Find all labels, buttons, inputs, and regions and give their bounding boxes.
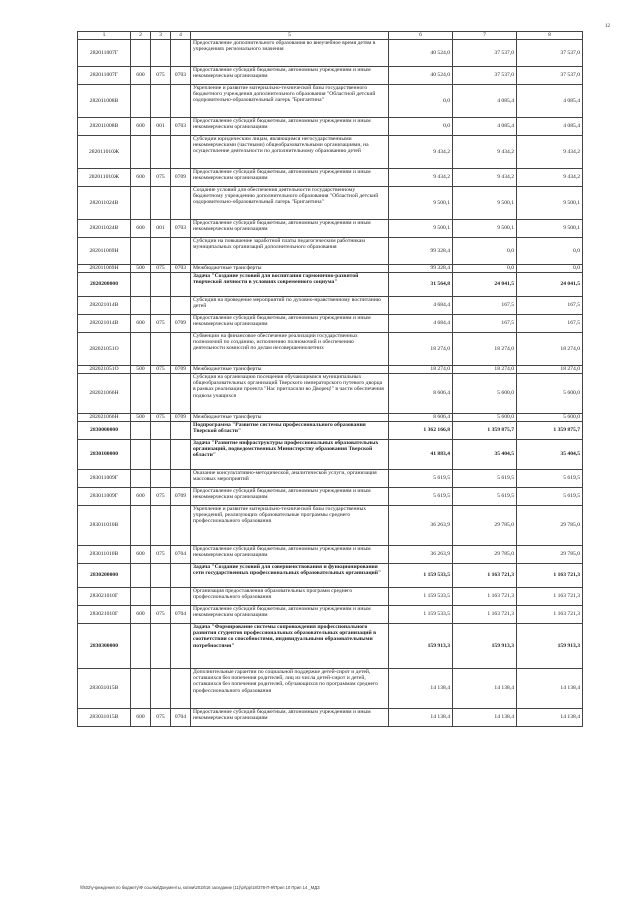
row-section-code <box>171 422 191 440</box>
row-code: 282011008В <box>78 85 131 118</box>
row-description: Предоставление субсидий бюджетным, автономным учреждениям и иным некоммерческим организациям <box>191 67 389 85</box>
row-code: 282011024В <box>78 220 131 238</box>
row-section-code <box>171 238 191 265</box>
row-expense-type <box>131 187 151 220</box>
page-number: 12 <box>605 24 610 29</box>
table-row <box>78 273 583 297</box>
row-value-2: 9 434,2 <box>453 136 517 169</box>
row-value-2: 24 041,5 <box>453 273 517 297</box>
table-row <box>78 220 583 238</box>
header-cell-5: 5 <box>191 32 389 40</box>
row-description: Субсидии на повышение заработной платы педагогическим работникам муниципальных организаций дополнительного образования <box>191 238 389 265</box>
row-section-code: 0709 <box>171 488 191 506</box>
header-cell-8: 8 <box>517 32 583 40</box>
row-value-1: 5 619,5 <box>389 488 453 506</box>
row-value-1: 8 606,4 <box>389 374 453 414</box>
row-value-3: 4 085,4 <box>517 85 583 118</box>
row-value-1: 1 362 166,8 <box>389 422 453 440</box>
row-admin-code: 075 <box>151 169 171 187</box>
table-row <box>78 564 583 588</box>
row-expense-type <box>131 422 151 440</box>
table-row <box>78 606 583 624</box>
row-description: Подпрограмма "Развитие системы профессионального образования Тверской области" <box>191 422 389 440</box>
row-section-code: 0709 <box>171 366 191 374</box>
row-value-1: 4 684,4 <box>389 297 453 315</box>
row-description: Субвенции на финансовое обеспечение реализации государственных полномочий по созданию, исполнению полномочий и обеспечению деятельности комиссий по делам несовершеннолетних <box>191 333 389 366</box>
table-row <box>78 297 583 315</box>
header-row <box>78 32 583 40</box>
row-admin-code <box>151 136 171 169</box>
row-section-code: 0703 <box>171 265 191 273</box>
row-expense-type: 600 <box>131 606 151 624</box>
row-value-3: 18 274,0 <box>517 333 583 366</box>
row-code: 282021051О <box>78 366 131 374</box>
row-value-3: 18 274,0 <box>517 366 583 374</box>
row-expense-type: 500 <box>131 366 151 374</box>
row-admin-code: 075 <box>151 709 171 727</box>
row-expense-type <box>131 333 151 366</box>
row-admin-code <box>151 40 171 67</box>
row-value-3: 35 404,5 <box>517 440 583 470</box>
row-admin-code <box>151 422 171 440</box>
row-section-code: 0704 <box>171 606 191 624</box>
row-value-2: 29 785,0 <box>453 546 517 564</box>
row-code: 282011010Ж <box>78 169 131 187</box>
row-value-1: 9 500,1 <box>389 187 453 220</box>
row-value-2: 1 359 875,7 <box>453 422 517 440</box>
table-row <box>78 118 583 136</box>
table-row <box>78 669 583 709</box>
row-expense-type <box>131 506 151 546</box>
row-code: 2830000000 <box>78 422 131 440</box>
row-code: 283031015В <box>78 669 131 709</box>
row-value-1: 14 138,4 <box>389 669 453 709</box>
row-value-3: 14 138,4 <box>517 669 583 709</box>
row-value-2: 167,5 <box>453 297 517 315</box>
row-value-3: 1 359 875,7 <box>517 422 583 440</box>
row-section-code <box>171 374 191 414</box>
row-value-2: 37 537,0 <box>453 40 517 67</box>
row-admin-code: 001 <box>151 220 171 238</box>
row-expense-type <box>131 470 151 488</box>
row-code: 283021010Г <box>78 588 131 606</box>
row-code: 2830200000 <box>78 564 131 588</box>
table-row <box>78 366 583 374</box>
row-code: 282011007Г <box>78 67 131 85</box>
row-value-3: 29 785,0 <box>517 506 583 546</box>
budget-table <box>77 31 583 727</box>
row-section-code <box>171 85 191 118</box>
row-description: Предоставление субсидий бюджетным, автономным учреждениям и иным некоммерческим организациям <box>191 220 389 238</box>
row-admin-code <box>151 333 171 366</box>
footer-file-path: \\fs02\учреждения по бюджету\Ф ссылки\Документы, копии\2018\16 заседание (11)\pr\pp\18\378-П-9\Прил 10 Прил 14 _МДЗ <box>80 885 320 890</box>
row-description: Задача "Создание условий для совершенствования и функционирования сети государственных профессиональных образовательных организаций" <box>191 564 389 588</box>
row-description: Предоставление субсидий бюджетным, автономным учреждениям и иным некоммерческим организациям <box>191 709 389 727</box>
row-value-1: 0,0 <box>389 118 453 136</box>
row-section-code <box>171 187 191 220</box>
row-expense-type: 600 <box>131 118 151 136</box>
row-section-code <box>171 588 191 606</box>
row-section-code: 0703 <box>171 67 191 85</box>
row-value-2: 5 619,5 <box>453 470 517 488</box>
row-value-3: 9 500,1 <box>517 187 583 220</box>
row-value-3: 37 537,0 <box>517 40 583 67</box>
row-admin-code <box>151 564 171 588</box>
table-row <box>78 588 583 606</box>
row-admin-code: 075 <box>151 366 171 374</box>
row-value-3: 159 913,3 <box>517 624 583 669</box>
table-row <box>78 414 583 422</box>
row-value-2: 0,0 <box>453 265 517 273</box>
row-code: 282021051О <box>78 333 131 366</box>
row-code: 282021014В <box>78 315 131 333</box>
row-value-1: 9 434,2 <box>389 136 453 169</box>
row-section-code: 0703 <box>171 118 191 136</box>
row-description: Предоставление субсидий бюджетным, автономным учреждениям и иным некоммерческим организациям <box>191 315 389 333</box>
row-admin-code: 075 <box>151 488 171 506</box>
row-description: Предоставление субсидий бюджетным, автономным учреждениям и иным некоммерческим организациям <box>191 606 389 624</box>
row-description: Межбюджетные трансферты <box>191 265 389 273</box>
row-value-3: 1 163 721,3 <box>517 606 583 624</box>
row-admin-code <box>151 588 171 606</box>
table-row <box>78 187 583 220</box>
row-value-3: 5 619,5 <box>517 488 583 506</box>
header-cell-6: 6 <box>389 32 453 40</box>
row-value-1: 1 159 533,5 <box>389 606 453 624</box>
row-section-code: 0709 <box>171 315 191 333</box>
row-value-2: 1 163 721,3 <box>453 588 517 606</box>
row-value-1: 31 564,8 <box>389 273 453 297</box>
row-value-2: 0,0 <box>453 238 517 265</box>
row-value-3: 167,5 <box>517 315 583 333</box>
row-admin-code: 075 <box>151 414 171 422</box>
row-admin-code <box>151 273 171 297</box>
row-admin-code <box>151 470 171 488</box>
row-value-3: 9 434,2 <box>517 169 583 187</box>
row-value-3: 24 041,5 <box>517 273 583 297</box>
row-value-2: 5 600,0 <box>453 374 517 414</box>
row-value-2: 9 500,1 <box>453 220 517 238</box>
row-value-3: 9 434,2 <box>517 136 583 169</box>
row-value-1: 18 274,0 <box>389 366 453 374</box>
row-section-code: 0704 <box>171 546 191 564</box>
table-row <box>78 440 583 470</box>
header-cell-3: 3 <box>151 32 171 40</box>
row-admin-code: 075 <box>151 606 171 624</box>
row-description: Предоставление субсидий бюджетным, автономным учреждениям и иным некоммерческим организациям <box>191 488 389 506</box>
row-section-code <box>171 624 191 669</box>
row-value-1: 1 159 533,5 <box>389 564 453 588</box>
row-expense-type: 500 <box>131 414 151 422</box>
row-description: Укрепление и развитие материально-технической базы государственного бюджетного учреждения дополнительного образования "Областной детский оздоровительно-образовательный лагерь "Бригантина" <box>191 85 389 118</box>
row-value-3: 5 600,0 <box>517 374 583 414</box>
row-section-code <box>171 669 191 709</box>
row-value-1: 0,0 <box>389 85 453 118</box>
row-value-2: 35 404,5 <box>453 440 517 470</box>
row-value-3: 1 163 721,3 <box>517 588 583 606</box>
row-code: 282011010Ж <box>78 136 131 169</box>
row-description: Задача "Формирование системы сопровождения профессионального развития студентов профессиональных образовательных организаций в соответствии со способностями, индивидуальными образовательными потребностями" <box>191 624 389 669</box>
table-row <box>78 506 583 546</box>
table-row <box>78 85 583 118</box>
row-value-3: 9 500,1 <box>517 220 583 238</box>
row-value-1: 36 263,9 <box>389 506 453 546</box>
row-admin-code <box>151 506 171 546</box>
row-expense-type: 600 <box>131 709 151 727</box>
row-description: Субсидия на проведение мероприятий по духовно-нравственному воспитанию детей <box>191 297 389 315</box>
header-cell-4: 4 <box>171 32 191 40</box>
row-value-3: 167,5 <box>517 297 583 315</box>
row-expense-type: 600 <box>131 67 151 85</box>
row-value-1: 159 913,3 <box>389 624 453 669</box>
row-code: 282011007Г <box>78 40 131 67</box>
row-expense-type <box>131 374 151 414</box>
header-cell-2: 2 <box>131 32 151 40</box>
row-value-1: 14 138,4 <box>389 709 453 727</box>
table-row <box>78 40 583 67</box>
row-value-2: 1 163 721,3 <box>453 564 517 588</box>
table-row <box>78 470 583 488</box>
row-section-code <box>171 333 191 366</box>
row-section-code <box>171 273 191 297</box>
row-expense-type <box>131 136 151 169</box>
row-value-1: 9 500,1 <box>389 220 453 238</box>
row-description: Предоставление субсидий бюджетным, автономным учреждениям и иным некоммерческим организациям <box>191 546 389 564</box>
row-code: 282011069Н <box>78 238 131 265</box>
row-code: 282021066Н <box>78 374 131 414</box>
row-admin-code: 075 <box>151 265 171 273</box>
row-description: Предоставление дополнительного образования во внеучебное время детям в учреждениях регионального значения <box>191 40 389 67</box>
row-expense-type <box>131 588 151 606</box>
row-value-2: 5 619,5 <box>453 488 517 506</box>
row-code: 282021014В <box>78 297 131 315</box>
row-admin-code <box>151 187 171 220</box>
row-section-code <box>171 440 191 470</box>
row-description: Создание условий для обеспечения деятельности государственному бюджетному учреждению дополнительного образования "Областной детский оздоровительно-образовательный лагерь "Бригантина" <box>191 187 389 220</box>
row-value-3: 0,0 <box>517 238 583 265</box>
row-value-1: 5 619,5 <box>389 470 453 488</box>
row-code: 282011008В <box>78 118 131 136</box>
row-admin-code: 075 <box>151 315 171 333</box>
table-row <box>78 709 583 727</box>
table-row <box>78 136 583 169</box>
row-description: Межбюджетные трансферты <box>191 366 389 374</box>
row-value-1: 4 684,4 <box>389 315 453 333</box>
row-section-code: 0703 <box>171 220 191 238</box>
row-value-3: 14 138,4 <box>517 709 583 727</box>
row-expense-type <box>131 273 151 297</box>
row-value-2: 18 274,0 <box>453 366 517 374</box>
row-value-2: 29 785,0 <box>453 506 517 546</box>
row-description: Дополнительные гарантии по социальной поддержке детей-сирот и детей, оставшихся без попечения родителей, лиц из числа детей-сирот и детей, оставшихся без попечения родителей, обучающихся по программам среднего профессионального образования <box>191 669 389 709</box>
row-value-2: 1 163 721,3 <box>453 606 517 624</box>
row-admin-code <box>151 374 171 414</box>
header-cell-1: 1 <box>78 32 131 40</box>
row-value-1: 99 328,4 <box>389 238 453 265</box>
row-value-2: 14 138,4 <box>453 669 517 709</box>
row-description: Оказание консультативно-методической, аналитической услуги, организация массовых мероприятий <box>191 470 389 488</box>
row-value-2: 18 274,0 <box>453 333 517 366</box>
row-expense-type <box>131 624 151 669</box>
row-section-code: 0709 <box>171 169 191 187</box>
row-description: Предоставление субсидий бюджетным, автономным учреждениям и иным некоммерческим организациям <box>191 118 389 136</box>
row-expense-type <box>131 669 151 709</box>
row-expense-type <box>131 40 151 67</box>
row-code: 282011069Н <box>78 265 131 273</box>
row-value-1: 9 434,2 <box>389 169 453 187</box>
row-code: 283011010В <box>78 546 131 564</box>
row-section-code <box>171 136 191 169</box>
row-expense-type: 600 <box>131 488 151 506</box>
row-value-3: 5 619,5 <box>517 470 583 488</box>
row-expense-type: 600 <box>131 315 151 333</box>
row-code: 282021066Н <box>78 414 131 422</box>
row-expense-type: 600 <box>131 220 151 238</box>
row-value-2: 9 434,2 <box>453 169 517 187</box>
table-row <box>78 265 583 273</box>
row-description: Предоставление субсидий бюджетным, автономным учреждениям и иным некоммерческим организациям <box>191 169 389 187</box>
row-value-1: 40 524,0 <box>389 40 453 67</box>
row-code: 283011010В <box>78 506 131 546</box>
row-description: Задача "Развитие инфраструктуры профессиональных образовательных организаций, подведомственных Министерству образования Тверской области" <box>191 440 389 470</box>
table-row <box>78 374 583 414</box>
row-value-3: 37 537,0 <box>517 67 583 85</box>
table-row <box>78 624 583 669</box>
row-value-1: 1 159 533,5 <box>389 588 453 606</box>
row-code: 283021010Г <box>78 606 131 624</box>
row-value-1: 18 274,0 <box>389 333 453 366</box>
row-value-2: 159 913,3 <box>453 624 517 669</box>
row-admin-code <box>151 624 171 669</box>
row-section-code <box>171 506 191 546</box>
row-value-3: 29 785,0 <box>517 546 583 564</box>
table-row <box>78 422 583 440</box>
row-admin-code <box>151 297 171 315</box>
row-value-1: 41 883,4 <box>389 440 453 470</box>
row-code: 282011024В <box>78 187 131 220</box>
row-section-code <box>171 40 191 67</box>
row-section-code <box>171 470 191 488</box>
row-description: Субсидии юридическим лицам, являющимся негосударственными некоммерческими (частными) общеобразовательными организациями, на осуществление деятельности по дополнительному образованию детей <box>191 136 389 169</box>
row-section-code <box>171 564 191 588</box>
row-value-3: 0,0 <box>517 265 583 273</box>
row-value-2: 37 537,0 <box>453 67 517 85</box>
row-code: 283011009Г <box>78 470 131 488</box>
row-description: Субсидия на организацию посещения обучающимися муниципальных общеобразовательных организаций Тверского императорского путевого дворца в рамках реализации проекта "Нас пригласили во Дворец!" в части обеспечения подвоза учащихся <box>191 374 389 414</box>
row-code: 2830100000 <box>78 440 131 470</box>
table-row <box>78 546 583 564</box>
row-expense-type <box>131 85 151 118</box>
row-admin-code <box>151 440 171 470</box>
table-row <box>78 315 583 333</box>
table-row <box>78 238 583 265</box>
table-row <box>78 67 583 85</box>
row-value-1: 99 328,4 <box>389 265 453 273</box>
row-value-2: 14 138,4 <box>453 709 517 727</box>
row-admin-code: 075 <box>151 67 171 85</box>
row-expense-type <box>131 238 151 265</box>
row-section-code <box>171 297 191 315</box>
row-value-1: 8 606,4 <box>389 414 453 422</box>
row-expense-type: 600 <box>131 546 151 564</box>
table-row <box>78 169 583 187</box>
row-code: 2820200000 <box>78 273 131 297</box>
row-description: Межбюджетные трансферты <box>191 414 389 422</box>
row-value-2: 167,5 <box>453 315 517 333</box>
row-value-2: 4 085,4 <box>453 118 517 136</box>
row-description: Укрепление и развитие материально-технической базы государственных учреждений, реализующих образовательные программы среднего профессионального образования <box>191 506 389 546</box>
row-expense-type <box>131 564 151 588</box>
row-value-2: 4 085,4 <box>453 85 517 118</box>
row-admin-code <box>151 85 171 118</box>
row-section-code: 0709 <box>171 414 191 422</box>
row-expense-type: 600 <box>131 169 151 187</box>
row-admin-code <box>151 238 171 265</box>
row-value-2: 9 500,1 <box>453 187 517 220</box>
row-value-2: 5 600,0 <box>453 414 517 422</box>
row-value-3: 4 085,4 <box>517 118 583 136</box>
row-description: Задача "Создание условий для воспитания гармонично-развитой творческой личности в условиях современного социума" <box>191 273 389 297</box>
row-description: Организация предоставления образовательных программ среднего профессионального образования <box>191 588 389 606</box>
row-code: 2830300000 <box>78 624 131 669</box>
row-value-1: 36 263,9 <box>389 546 453 564</box>
row-code: 283031015В <box>78 709 131 727</box>
row-section-code: 0704 <box>171 709 191 727</box>
row-value-3: 1 163 721,3 <box>517 564 583 588</box>
table-row <box>78 488 583 506</box>
row-code: 283011009Г <box>78 488 131 506</box>
row-expense-type <box>131 440 151 470</box>
row-expense-type <box>131 297 151 315</box>
row-admin-code: 075 <box>151 546 171 564</box>
row-admin-code <box>151 669 171 709</box>
row-admin-code: 001 <box>151 118 171 136</box>
row-expense-type: 500 <box>131 265 151 273</box>
table-row <box>78 333 583 366</box>
row-value-1: 40 524,0 <box>389 67 453 85</box>
row-value-3: 5 600,0 <box>517 414 583 422</box>
header-cell-7: 7 <box>453 32 517 40</box>
